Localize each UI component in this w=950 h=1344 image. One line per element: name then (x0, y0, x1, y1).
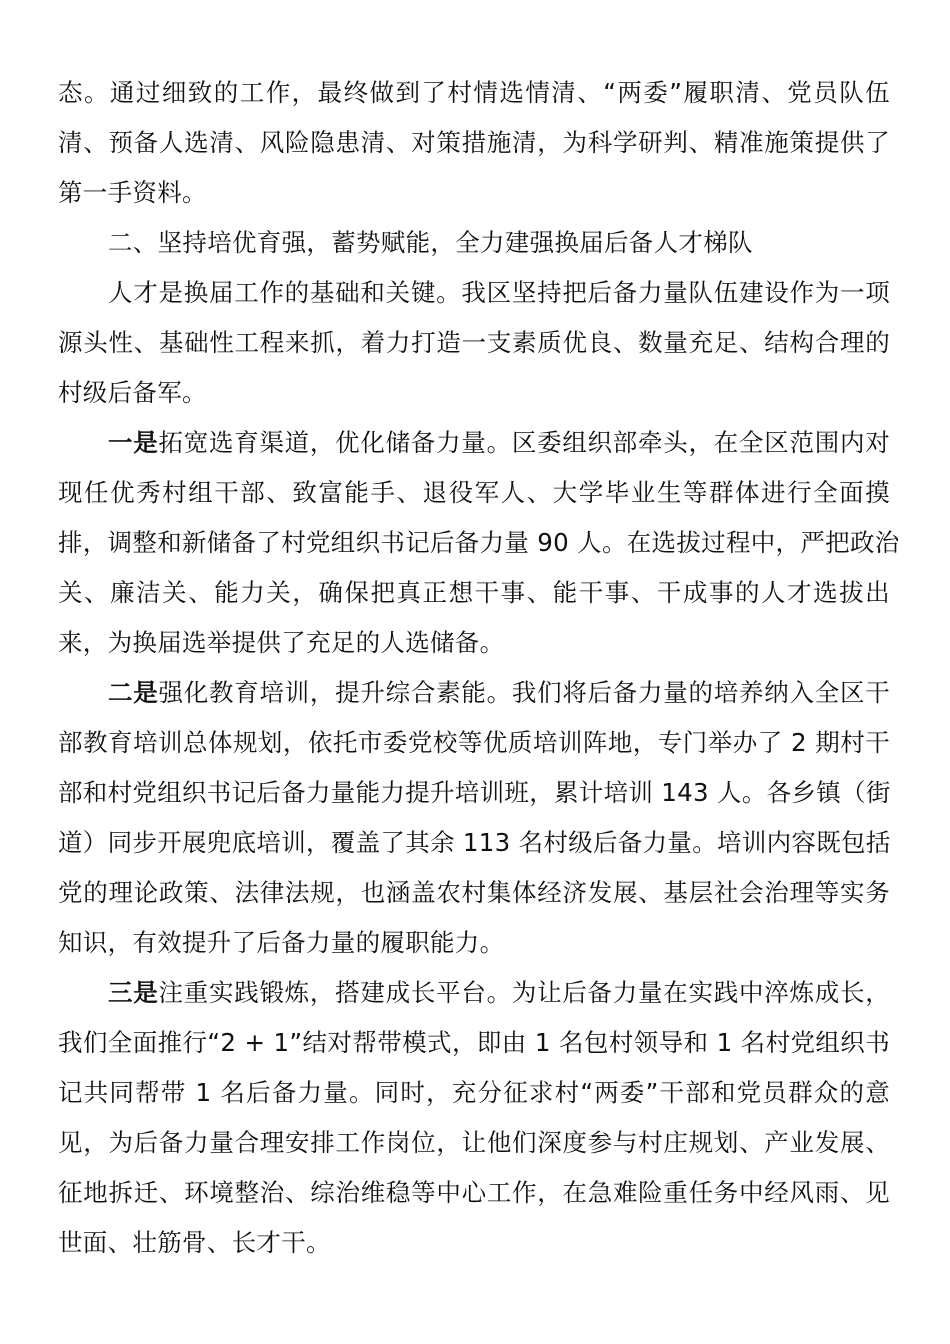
text-line: 源头性、基础性工程来抓，着力打造一支素质优良、数量充足、结构合理的 (58, 328, 890, 357)
text-line: 现任优秀村组干部、致富能手、退役军人、大学毕业生等群体进行全面摸 (58, 478, 890, 507)
text-line: 态。通过细致的工作，最终做到了村情选情清、“两委”履职清、党员队伍 (58, 78, 890, 107)
text-line: 部教育培训总体规划，依托市委党校等优质培训阵地，专门举办了 2 期村干 (58, 728, 890, 757)
text-line: 党的理论政策、法律法规，也涵盖农村集体经济发展、基层社会治理等实务 (58, 878, 890, 907)
paragraph-overview (58, 268, 890, 418)
paragraph-point-two (58, 668, 890, 968)
text-line: 我们全面推行“2 + 1”结对帮带模式，即由 1 名包村领导和 1 名村党组织书 (58, 1028, 890, 1057)
document-body (58, 68, 900, 1268)
section-heading (58, 218, 890, 268)
text-span: 拓宽选育渠道，优化储备力量。区委组织部牵头，在全区范围内对 (158, 428, 890, 457)
text-line (58, 968, 890, 1018)
text-line (58, 668, 890, 718)
text-line: 排，调整和新储备了村党组织书记后备力量 90 人。在选拔过程中，严把政治 (58, 528, 900, 557)
text-line: 关、廉洁关、能力关，确保把真正想干事、能干事、干成事的人才选拔出 (58, 578, 890, 607)
paragraph-intro-continuation (58, 68, 890, 218)
text-span: 强化教育培训，提升综合素能。我们将后备力量的培养纳入全区干 (158, 678, 890, 707)
text-line: 来，为换届选举提供了充足的人选储备。 (58, 628, 505, 657)
paragraph-point-three (58, 968, 890, 1268)
text-span: 注重实践锻炼，搭建成长平台。为让后备力量在实践中淬炼成长， (158, 978, 890, 1007)
text-line: 部和村党组织书记后备力量能力提升培训班，累计培训 143 人。各乡镇（街 (58, 778, 891, 807)
text-line: 村级后备军。 (58, 378, 207, 407)
text-line: 世面、壮筋骨、长才干。 (58, 1228, 331, 1257)
point-lead: 一是 (108, 428, 159, 457)
section-heading-text: 二、坚持培优育强，蓄势赋能，全力建强换届后备人才梯队 (108, 228, 753, 257)
point-lead: 三是 (108, 978, 159, 1007)
point-lead: 二是 (108, 678, 159, 707)
text-line: 征地拆迁、环境整治、综治维稳等中心工作，在急难险重任务中经风雨、见 (58, 1178, 890, 1207)
text-line: 见，为后备力量合理安排工作岗位，让他们深度参与村庄规划、产业发展、 (58, 1128, 890, 1157)
text-line: 第一手资料。 (58, 178, 207, 207)
text-line: 清、预备人选清、风险隐患清、对策措施清，为科学研判、精准施策提供了 (58, 128, 890, 157)
text-line (58, 418, 890, 468)
text-line: 知识，有效提升了后备力量的履职能力。 (58, 928, 505, 957)
paragraph-point-one (58, 418, 900, 668)
text-line: 人才是换届工作的基础和关键。我区坚持把后备力量队伍建设作为一项 (108, 278, 890, 307)
text-line: 记共同帮带 1 名后备力量。同时，充分征求村“两委”干部和党员群众的意 (58, 1078, 890, 1107)
text-line: 道）同步开展兜底培训，覆盖了其余 113 名村级后备力量。培训内容既包括 (58, 828, 891, 857)
